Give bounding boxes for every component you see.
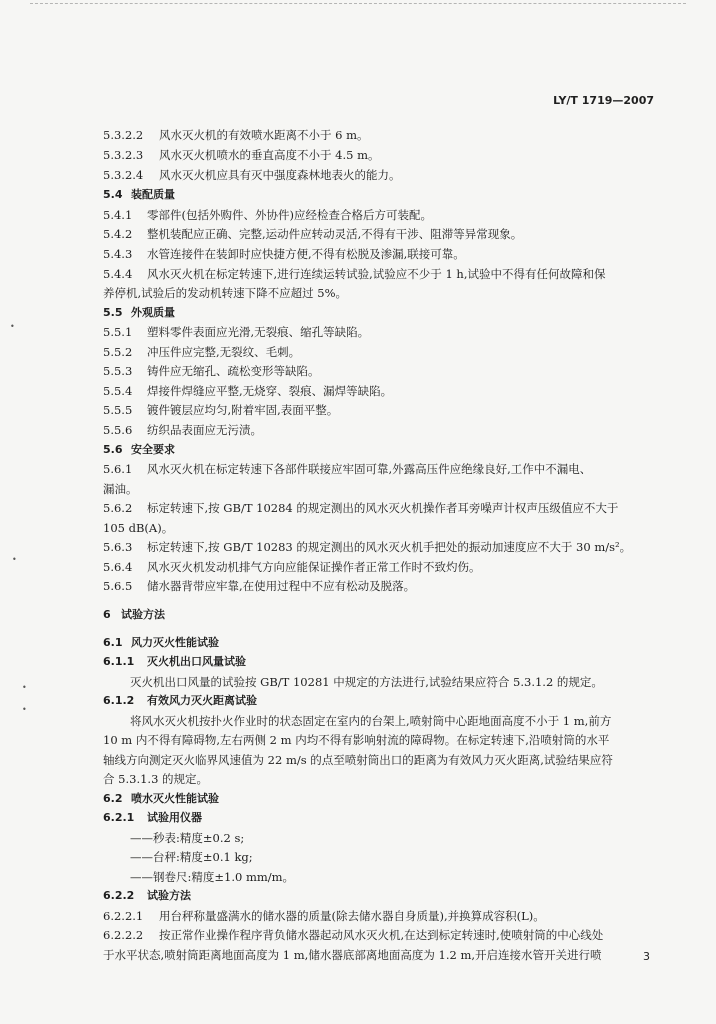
instrument-tape: ——钢卷尺:精度±1.0 mm/m。 [130,870,295,884]
clause-5-3-2-2: 5.3.2.2 风水灭火机的有效喷水距离不小于 6 m。 [103,128,369,142]
page-number: 3 [643,950,650,963]
scan-top-edge [30,3,686,5]
clause-5-5-4: 5.5.4 焊接件焊缝应平整,无烧穿、裂痕、漏焊等缺陷。 [103,384,393,398]
section-heading-5-5: 5.5 外观质量 [103,306,175,319]
instrument-stopwatch: ——秒表:精度±0.2 s; [130,831,245,845]
clause-5-4-1: 5.4.1 零部件(包括外购件、外协件)应经检查合格后方可装配。 [103,208,432,222]
clause-5-5-6: 5.5.6 纺织品表面应无污渍。 [103,423,262,437]
clause-5-6-2-cont: 105 dB(A)。 [103,521,174,535]
clause-6-1-2-body-4: 合 5.3.1.3 的规定。 [103,772,209,786]
clause-5-5-5: 5.5.5 镀件镀层应均匀,附着牢固,表面平整。 [103,403,339,417]
scan-speck: • [22,705,27,714]
clause-6-1-2-body-3: 轴线方向测定灭火临界风速值为 22 m/s 的点至喷射筒出口的距离为有效风力灭火距离,试验结果应符 [103,753,613,767]
clause-5-3-2-3: 5.3.2.3 风水灭火机喷水的垂直高度不小于 4.5 m。 [103,148,380,162]
clause-6-2-2-1: 6.2.2.1 用台秤称量盛满水的储水器的质量(除去储水器自身质量),并换算成容积(L)。 [103,909,545,923]
section-heading-6-2: 6.2 喷水灭火性能试验 [103,792,219,805]
scan-speck: • [12,555,17,564]
clause-6-1-1-body: 灭火机出口风量的试验按 GB/T 10281 中规定的方法进行,试验结果应符合 5.3.1.2 的规定。 [130,675,603,689]
clause-6-1-2-body-1: 将风水灭火机按扑火作业时的状态固定在室内的台架上,喷射筒中心距地面高度不小于 1 m,前方 [130,714,612,728]
clause-5-5-2: 5.5.2 冲压件应完整,无裂纹、毛刺。 [103,345,301,359]
clause-5-4-4-cont: 养停机,试验后的发动机转速下降不应超过 5%。 [103,286,348,300]
section-heading-5-6: 5.6 安全要求 [103,443,175,456]
clause-5-3-2-4: 5.3.2.4 风水灭火机应具有灭中强度森林地表火的能力。 [103,168,401,182]
clause-5-4-2: 5.4.2 整机装配应正确、完整,运动件应转动灵活,不得有干涉、阻滞等异常现象。 [103,227,523,241]
clause-5-5-3: 5.5.3 铸件应无缩孔、疏松变形等缺陷。 [103,364,320,378]
clause-5-6-5: 5.6.5 储水器背带应牢靠,在使用过程中不应有松动及脱落。 [103,579,416,593]
section-heading-6-1-1: 6.1.1 灭火机出口风量试验 [103,655,246,668]
clause-5-6-2: 5.6.2 标定转速下,按 GB/T 10284 的规定测出的风水灭火机操作者耳旁噪声计权声压级值应不大于 [103,501,619,515]
section-heading-6-2-1: 6.2.1 试验用仪器 [103,811,202,824]
scan-speck: • [22,683,27,692]
section-heading-6-1-2: 6.1.2 有效风力灭火距离试验 [103,694,257,707]
clause-6-2-2-2: 6.2.2.2 按正常作业操作程序背负储水器起动风水灭火机,在达到标定转速时,使喷射筒的中心线处 [103,928,604,942]
clause-5-6-1-cont: 漏油。 [103,482,138,496]
chapter-heading-6: 6 试验方法 [103,608,165,621]
section-heading-5-4: 5.4 装配质量 [103,188,175,201]
section-heading-6-2-2: 6.2.2 试验方法 [103,889,191,902]
instrument-scale: ——台秤:精度±0.1 kg; [130,850,253,864]
clause-5-4-3: 5.4.3 水管连接件在装卸时应快捷方便,不得有松脱及渗漏,联接可靠。 [103,247,465,261]
clause-6-1-2-body-2: 10 m 内不得有障碍物,左右两侧 2 m 内均不得有影响射流的障碍物。在标定转速下,沿喷射筒的水平 [103,733,610,747]
section-heading-6-1: 6.1 风力灭火性能试验 [103,636,219,649]
clause-5-4-4: 5.4.4 风水灭火机在标定转速下,进行连续运转试验,试验应不少于 1 h,试验中不得有任何故障和保 [103,267,606,281]
clause-6-2-2-2-cont: 于水平状态,喷射筒距离地面高度为 1 m,储水器底部离地面高度为 1.2 m,开启连接水管开关进行喷 [103,948,602,962]
clause-5-6-4: 5.6.4 风水灭火机发动机排气方向应能保证操作者正常工作时不致灼伤。 [103,560,481,574]
clause-5-5-1: 5.5.1 塑料零件表面应光滑,无裂痕、缩孔等缺陷。 [103,325,370,339]
scan-speck: • [10,322,15,331]
clause-5-6-1: 5.6.1 风水灭火机在标定转速下各部件联接应牢固可靠,外露高压件应绝缘良好,工作中不漏电、 [103,462,592,476]
standard-header: LY/T 1719—2007 [553,94,654,107]
clause-5-6-3: 5.6.3 标定转速下,按 GB/T 10283 的规定测出的风水灭火机手把处的振动加速度应不大于 30 m/s²。 [103,540,632,554]
